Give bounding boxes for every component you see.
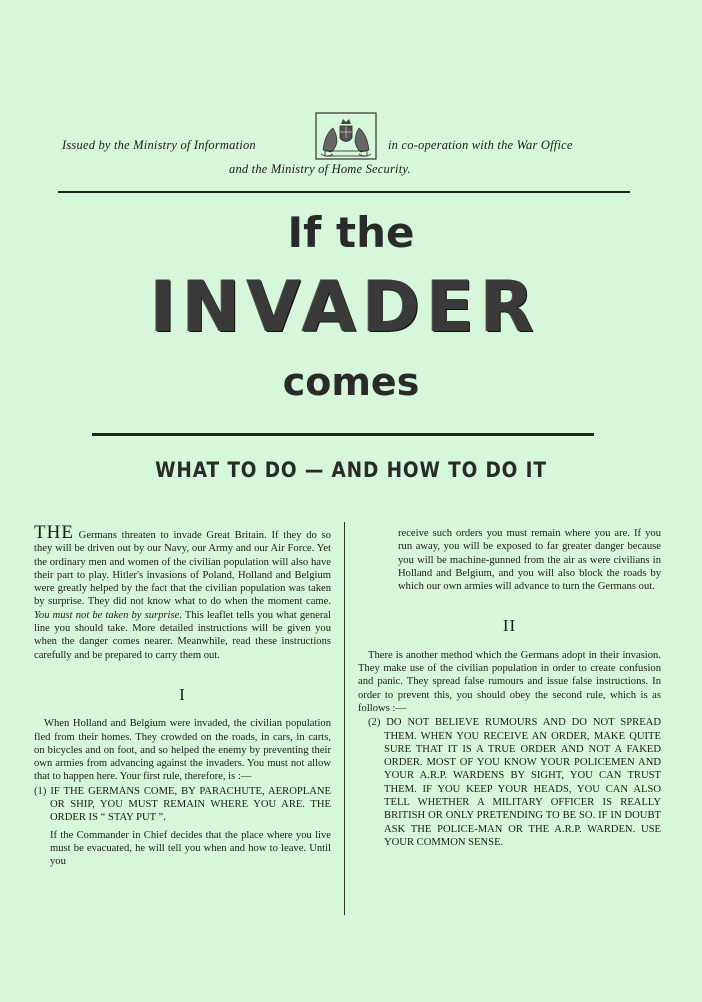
section-1-heading: I bbox=[179, 684, 186, 704]
middle-divider bbox=[92, 433, 594, 436]
title-line3: comes bbox=[282, 360, 420, 404]
column-divider bbox=[344, 522, 345, 915]
issued-line2-text: and the Ministry of Home Security. bbox=[229, 162, 411, 176]
section-2-heading: II bbox=[502, 616, 517, 636]
issued-left-text: Issued by the Ministry of Information bbox=[62, 138, 256, 152]
intro-end: This leaflet tells you what general line you should take. More detailed instructions will be given you when the danger comes nearer. Meanwhile, read these instructions carefully and be prepared to carry them out. bbox=[34, 609, 331, 661]
rule-2: (2) DO NOT BELIEVE RUMOURS AND DO NOT SPREAD THEM. WHEN YOU RECEIVE AN ORDER, MAKE QUITE SURE THAT IT IS A TRUE ORDER AND NOT A FAKED ORDER. MOST OF YOU KNOW YOUR POLICEMEN AND YOUR A.R.P. WARDENS BY SIGHT, YOU CAN TRUST THEM. IF YOU KEEP YOUR HEADS, YOU CAN ALSO TELL WHETHER A MILITARY OFFICER IS REALLY BRITISH OR ONLY PRETENDING TO BE SO. IF IN DOUBT ASK THE POLICE-MAN OR THE A.R.P. WARDEN. USE YOUR COMMON SENSE. bbox=[368, 717, 661, 848]
section-1-paragraph: When Holland and Belgium were invaded, the civilian population fled from their homes. They crowded on the roads, in cars, in carts, on bicycles and on foot, and so helped the enemy by preventing their own armies from advancing against the invaders. You must not allow that to happen here. Your first rule, therefore, is :— bbox=[34, 718, 331, 783]
rule-1-followup: If the Commander in Chief decides that the place where you live must be evacuated, he will tell you when and how to leave. Until you bbox=[50, 829, 331, 868]
subtitle: WHAT TO DO — AND HOW TO DO IT bbox=[155, 458, 547, 482]
intro-text: Germans threaten to invade Great Britain. If they do so they will be driven out by our Navy, our Army and our Air Force. Yet the ordinary men and women of the civilian population will also have their part to play. Hitler's invasions of Poland, Holland and Belgium were greatly helped by the fact that the civilian population was taken by surprise. They did not know what to do when the moment came. bbox=[34, 530, 331, 608]
continuation-paragraph: receive such orders you must remain where you are. If you run away, you will be exposed to far greater danger because you will be machine-gunned from the air as were civilians in Holland and Belgium, and you will also block the roads by which our own armies will advance to turn the Germans out. bbox=[398, 528, 661, 593]
right-column bbox=[358, 527, 661, 849]
royal-coat-of-arms-icon bbox=[315, 112, 377, 160]
title-line1: If the bbox=[287, 208, 415, 257]
section-2-paragraph: There is another method which the Germans adopt in their invasion. They make use of the civilian population in order to create confusion and panic. They spread false rumours and issue false instructions. In order to prevent this, you should obey the second rule, which is as follows :— bbox=[358, 649, 661, 714]
left-column bbox=[34, 522, 331, 869]
intro-paragraph bbox=[34, 522, 331, 662]
issued-right-text: in co-operation with the War Office bbox=[388, 138, 573, 152]
intro-italic: You must not be taken by surprise. bbox=[34, 609, 182, 621]
top-divider bbox=[58, 191, 630, 193]
rule-1: (1) IF THE GERMANS COME, BY PARACHUTE, AEROPLANE OR SHIP, YOU MUST REMAIN WHERE YOU ARE. THE ORDER IS “ STAY PUT ”. bbox=[34, 785, 331, 824]
drop-cap: THE bbox=[34, 522, 74, 543]
title-line2: INVADER bbox=[149, 266, 541, 348]
